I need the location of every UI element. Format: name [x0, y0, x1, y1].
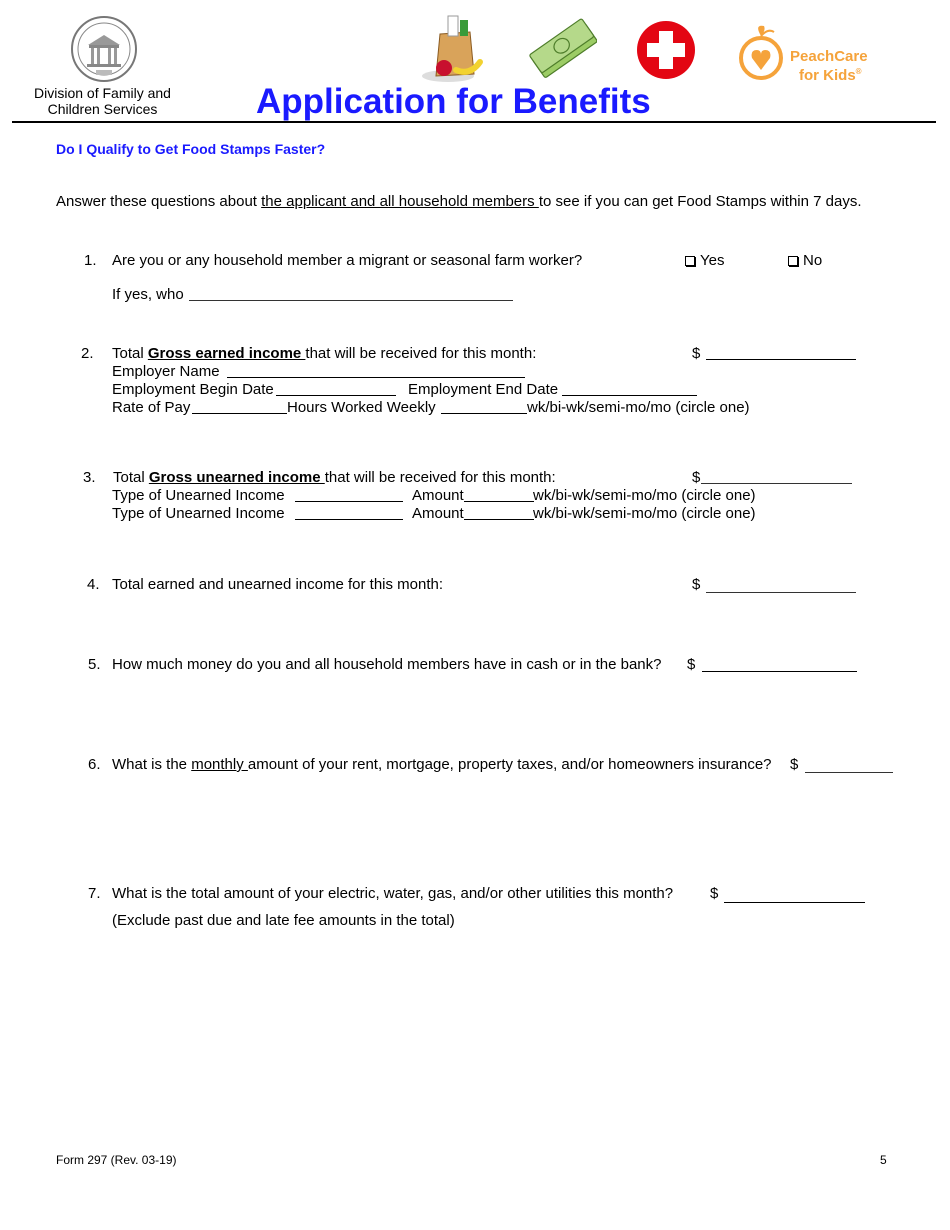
header-rule — [12, 121, 936, 123]
unearned-type-label-1: Type of Unearned Income — [112, 487, 285, 504]
q1-text: Are you or any household member a migrant or seasonal farm worker? — [112, 252, 583, 269]
q3-amount-field[interactable] — [701, 483, 852, 484]
page-number: 5 — [880, 1153, 887, 1167]
unearned-amount-label-1: Amount — [412, 487, 464, 504]
unearned-type-field-1[interactable] — [295, 501, 403, 502]
money-icon — [527, 15, 597, 81]
intro-after: to see if you can get Food Stamps within 7 days. — [538, 193, 862, 210]
q2-frequency[interactable]: wk/bi-wk/semi-mo/mo (circle one) — [527, 399, 750, 416]
employment-end-date-label: Employment End Date — [408, 381, 559, 398]
state-seal — [70, 15, 138, 83]
employment-begin-date-label: Employment Begin Date — [112, 381, 274, 398]
q6-pre: What is the — [112, 756, 192, 773]
q5-amount-field[interactable] — [702, 671, 857, 672]
q7-amount-field[interactable] — [724, 902, 865, 903]
q6-underlined: monthly — [191, 756, 248, 773]
q3-number: 3. — [83, 469, 96, 486]
unearned-frequency-1[interactable]: wk/bi-wk/semi-mo/mo (circle one) — [533, 487, 756, 504]
employer-name-label: Employer Name — [112, 363, 220, 380]
q2-post: that will be received for this month: — [305, 345, 537, 362]
q6-number: 6. — [88, 756, 101, 773]
q4-number: 4. — [87, 576, 100, 593]
intro-text — [56, 193, 862, 211]
q3-dollar-sign: $ — [692, 469, 701, 486]
q3-pre: Total — [113, 469, 149, 486]
hours-worked-label: Hours Worked Weekly — [287, 399, 436, 416]
employment-begin-date-field[interactable] — [276, 395, 396, 396]
q1-who-field[interactable] — [189, 300, 513, 301]
q2-number: 2. — [81, 345, 94, 362]
q1-if-yes-label: If yes, who — [112, 286, 184, 303]
agency-name-line2: Children Services — [47, 101, 158, 117]
q5-dollar-sign: $ — [687, 656, 696, 673]
intro-underlined: the applicant and all household members — [261, 193, 539, 210]
q3-post: that will be received for this month: — [324, 469, 556, 486]
agency-name — [20, 85, 185, 117]
q1-number: 1. — [84, 252, 97, 269]
q5-number: 5. — [88, 656, 101, 673]
q7-dollar-sign: $ — [710, 885, 719, 902]
q6-amount-field[interactable] — [805, 772, 893, 773]
rate-of-pay-label: Rate of Pay — [112, 399, 191, 416]
unearned-amount-field-2[interactable] — [464, 519, 534, 520]
rate-of-pay-field[interactable] — [192, 413, 287, 414]
q6-dollar-sign: $ — [790, 756, 799, 773]
q6-post: amount of your rent, mortgage, property taxes, and/or homeowners insurance? — [247, 756, 772, 773]
q4-amount-field[interactable] — [706, 592, 856, 593]
q4-dollar-sign: $ — [692, 576, 701, 593]
q2-text — [112, 345, 536, 363]
peach-icon — [738, 22, 784, 84]
q2-dollar-sign: $ — [692, 345, 701, 362]
q1-yes-option[interactable] — [685, 252, 724, 270]
unearned-type-field-2[interactable] — [295, 519, 403, 520]
peachcare-line1: PeachCare — [790, 48, 868, 65]
page-title: Application for Benefits — [256, 82, 651, 121]
peachcare-logo — [738, 22, 878, 84]
q2-pre: Total — [112, 345, 148, 362]
q5-text: How much money do you and all household members have in cash or in the bank? — [112, 656, 662, 673]
q7-note: (Exclude past due and late fee amounts in the total) — [112, 912, 455, 929]
q1-no-option[interactable] — [788, 252, 822, 270]
red-cross-icon — [636, 20, 696, 80]
intro-before: Answer these questions about — [56, 193, 262, 210]
unearned-amount-label-2: Amount — [412, 505, 464, 522]
employer-name-field[interactable] — [227, 377, 525, 378]
q7-number: 7. — [88, 885, 101, 902]
employment-end-date-field[interactable] — [562, 395, 697, 396]
peachcare-line2: for Kids — [799, 67, 856, 84]
groceries-icon — [418, 12, 490, 84]
q3-bold: Gross unearned income — [148, 469, 325, 486]
no-label: No — [803, 252, 823, 269]
unearned-amount-field-1[interactable] — [464, 501, 534, 502]
unearned-frequency-2[interactable]: wk/bi-wk/semi-mo/mo (circle one) — [533, 505, 756, 522]
q7-text: What is the total amount of your electric, water, gas, and/or other utilities this month? — [112, 885, 674, 902]
hours-worked-field[interactable] — [441, 413, 527, 414]
q2-bold: Gross earned income — [147, 345, 306, 362]
q3-text — [113, 469, 556, 487]
yes-checkbox[interactable] — [685, 256, 695, 266]
yes-label: Yes — [700, 252, 725, 269]
section-title: Do I Qualify to Get Food Stamps Faster? — [56, 141, 326, 157]
agency-name-line1: Division of Family and — [34, 85, 171, 101]
form-number: Form 297 (Rev. 03-19) — [56, 1153, 177, 1167]
registered-mark: ® — [855, 67, 862, 76]
q6-text — [112, 756, 772, 774]
q2-amount-field[interactable] — [706, 359, 856, 360]
q4-text: Total earned and unearned income for this month: — [112, 576, 444, 593]
unearned-type-label-2: Type of Unearned Income — [112, 505, 285, 522]
no-checkbox[interactable] — [788, 256, 798, 266]
